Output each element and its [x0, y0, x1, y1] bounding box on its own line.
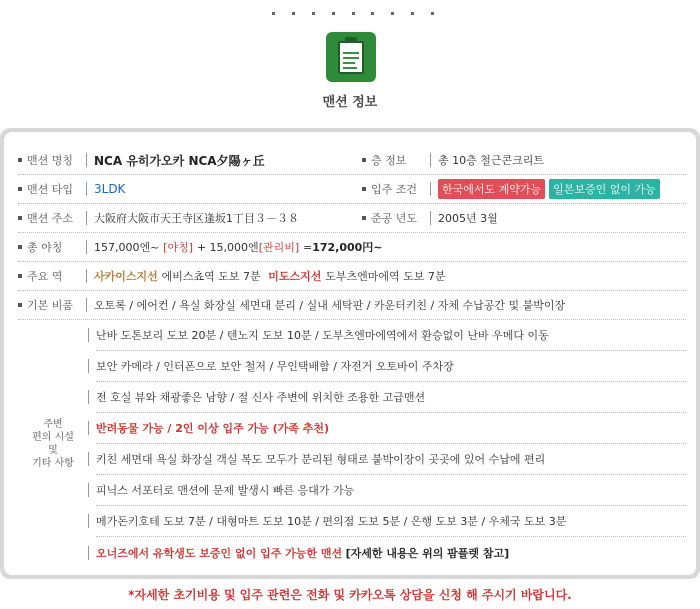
floors-value: 총 10층 철근콘크리트 [438, 154, 544, 167]
amenity-text: 메가돈키호테 도보 7분 / 대형마트 도보 10분 / 편의점 도보 5분 / 은행 도보 3분 / 우체국 도보 3분 [96, 515, 567, 528]
amenities-label-line: 편의 시설 [32, 432, 74, 443]
type-value: 3LDK [94, 182, 126, 196]
bullet-icon [362, 187, 366, 191]
facilities-label: 기본 비품 [27, 299, 74, 312]
rent-base: 157,000엔~ [94, 241, 160, 254]
bullet-icon [18, 216, 22, 220]
amenity-text: 보안 카메라 / 인터폰으로 보안 철저 / 무인택배함 / 자전거 오토바이 주차장 [96, 360, 454, 373]
info-row-type [18, 175, 686, 204]
amenities-label-line: 및 [48, 445, 58, 456]
bullet-icon [18, 158, 22, 162]
station-line-1: 사카이스지선 [94, 270, 158, 283]
fee-tag: [관리비] [258, 241, 300, 254]
rent-tag: [야칭] [163, 241, 194, 254]
amenity-item [96, 475, 686, 506]
address-value: 大阪府大阪市天王寺区逢坂1丁目３－３８ [94, 212, 299, 225]
amenities-label-line: 기타 사항 [32, 458, 74, 469]
amenity-item [96, 382, 686, 413]
amenity-text: 반려동물 가능 / 2인 이상 입주 가능 (가족 추천) [96, 422, 330, 435]
amenity-item [96, 506, 686, 537]
bullet-icon [362, 216, 366, 220]
amenity-item [96, 351, 686, 382]
conditions-label: 입주 조건 [371, 183, 418, 196]
bullet-icon [18, 187, 22, 191]
amenity-item [96, 444, 686, 475]
info-panel-inner [4, 132, 696, 575]
bullet-icon [18, 245, 22, 249]
built-value: 2005년 3월 [438, 212, 498, 225]
rent-total: 172,000円~ [312, 241, 383, 254]
rent-equals: = [302, 240, 313, 254]
floors-label: 층 정보 [371, 154, 407, 167]
station-label: 주요 역 [27, 270, 63, 283]
bullet-icon [18, 274, 22, 278]
info-row-station [18, 262, 686, 291]
station-line-2: 미도스지선 [268, 270, 322, 283]
amenity-text: 피닉스 서포터로 맨션에 문제 발생시 빠른 응대가 가능 [96, 484, 355, 497]
korea-contract-badge: 한국에서도 계약가능 [438, 179, 545, 199]
rent-label: 총 야칭 [27, 241, 63, 254]
info-row-facilities [18, 291, 686, 320]
rent-fee: + 15,000엔 [196, 241, 259, 254]
address-label: 맨션 주소 [27, 212, 74, 225]
clipboard-icon [326, 32, 376, 82]
amenities-label [18, 324, 88, 564]
bullet-icon [18, 303, 22, 307]
built-label: 준공 년도 [371, 212, 418, 225]
info-row-rent [18, 233, 686, 262]
amenity-item [96, 413, 686, 444]
amenity-highlight: 오너즈에서 유학생도 보증인 없이 입주 가능한 맨션 [96, 546, 343, 560]
bullet-icon [362, 158, 366, 162]
name-value: NCA 유히가오카 NCA夕陽ヶ丘 [94, 153, 265, 168]
section-title: 맨션 정보 [322, 95, 378, 110]
amenities-label-line: 주변 [43, 419, 63, 430]
name-label: 맨션 명칭 [27, 154, 74, 167]
footnote: *자세한 초기비용 및 입주 관련은 전화 및 카카오톡 상담을 신청 해 주시기 바랍니다. [128, 588, 572, 602]
type-label: 맨션 타입 [27, 183, 74, 196]
amenity-text: 전 호실 뷰와 채광좋은 남향 / 절 신사 주변에 위치한 조용한 고급맨션 [96, 391, 426, 404]
amenity-note: [자세한 내용은 위의 팜플렛 참고] [345, 546, 510, 560]
amenity-item [96, 320, 686, 351]
decorative-dots [272, 12, 434, 15]
facilities-value: 오토록 / 에어컨 / 욕실 화장실 세면대 분리 / 실내 세탁판 / 카운터키친 / 자체 수납공간 및 붙박이장 [94, 299, 566, 312]
amenity-text: 난바 도톤보리 도보 20분 / 텐노지 도보 10분 / 도부츠엔마에역에서 환승없이 난바 우메다 이동 [96, 329, 549, 342]
info-row-address [18, 204, 686, 233]
station-desc-2: 도부츠엔마에역 도보 7분 [325, 270, 446, 283]
amenity-item [96, 537, 686, 568]
info-row-name [18, 146, 686, 175]
no-guarantor-badge: 일본보증인 없이 가능 [549, 179, 660, 199]
info-panel [0, 128, 700, 579]
amenity-text: 키친 세면대 욕실 화장실 객실 복도 모두가 분리된 형태로 붙박이장이 곳곳에 있어 수납에 편리 [96, 453, 546, 466]
station-desc-1: 에비스쵸역 도보 7분 [161, 270, 261, 283]
